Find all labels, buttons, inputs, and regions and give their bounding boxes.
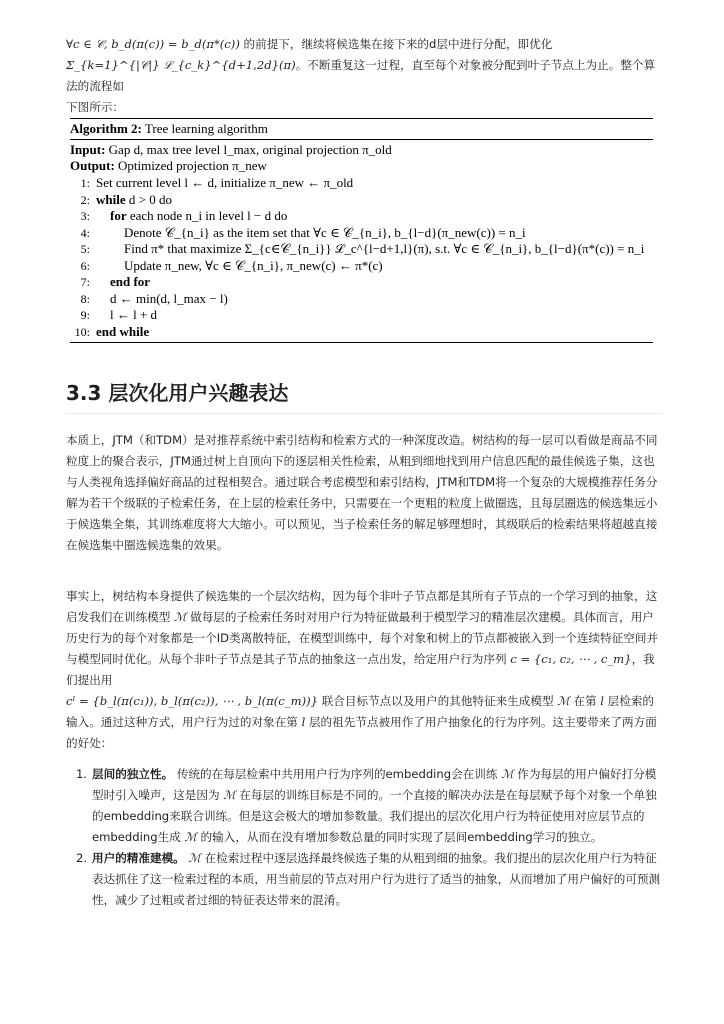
algorithm-mid-rule — [70, 139, 653, 140]
algorithm-line-text: Find π* that maximize Σ_{c∈𝒞_{n_i}} ℒ_c^{l−d+1,l}(π), s.t. ∀c ∈ 𝒞_{n_i}, b_{l−d}(π*(c)) = n_i — [124, 241, 645, 256]
algorithm-line-text: Set current level l ← d, initialize π_new ← π_old — [96, 175, 354, 190]
model-symbol: ℳ — [557, 694, 570, 708]
list-item-title: 层间的独立性。 — [92, 767, 174, 781]
algorithm-line-text: d ← min(d, l_max − l) — [110, 290, 228, 306]
algorithm-line-text: Update π_new, ∀c ∈ 𝒞_{n_i}, π_new(c) ← π*(c) — [124, 257, 383, 273]
list-item-number: 1. — [76, 767, 88, 781]
algorithm-line — [70, 274, 653, 290]
algorithm-line-body — [96, 324, 149, 339]
algorithm-top-rule — [70, 118, 653, 119]
algorithm-keyword: end for — [110, 274, 151, 289]
algorithm-line-number: 6: — [80, 258, 90, 273]
algorithm-line — [70, 175, 653, 191]
algorithm-line — [70, 291, 653, 307]
list-item-text: 传统的在每层检索中共用用户行为序列的embedding会在训练 — [173, 767, 502, 781]
algorithm-line-number: 5: — [80, 242, 90, 256]
layered-sequence-math: cˡ = {b_l(π(c₁)), b_l(π(c₂)), ⋯ , b_l(π(c_m))} — [66, 694, 319, 708]
algorithm-line-number: 1: — [80, 176, 90, 190]
algorithm-line-body — [96, 241, 644, 256]
algorithm-line-number: 8: — [80, 291, 90, 306]
intro-math-sum: Σ_{k=1}^{|𝒞|} ℒ_{c_k}^{d+1,2d}(π) — [66, 58, 296, 72]
algorithm-title-label: Algorithm 2: — [70, 121, 142, 136]
para2-text-4: 联合目标节点以及用户的其他特征来生成模型 — [318, 694, 558, 708]
body-paragraph-1: 本质上，JTM（和TDM）是对推荐系统中索引结构和检索方式的一种深度改造。树结构的每一层可以看做是商品不同粒度上的聚合表示，JTM通过树上自顶向下的逐层相关性检索，从粗到细地找到用户信息匹配的最佳候选子集，这也与人类视角选择偏好商品的过程相契合。通过联合考虑模型和索引结构，JTM和TDM将一个复杂的大规模推荐任务分解为若干个级联的子检索任务，在上层的检索任务中，只需要在一个更粗的粒度上做圈选，且每层圈选的候选集远小于候选集全集，其训练难度将大大缩小。可以预见，当子检索任务的解足够理想时，其级联后的检索结果将超越直接在候选集中圈选候选集的效果。 — [66, 433, 658, 552]
para2-text-5: 在第 — [569, 694, 601, 708]
list-item-text: 在每层的训练目标是不同的。一个直接的解决办法是在每层赋予每个对象一个单独的embedding来联合训练。但是这会极大的增加参数量。我们提出的层次化用户行为特征使用对应层节点的embedding生成 — [92, 788, 657, 844]
algorithm-line — [70, 241, 653, 257]
algorithm-title-text: Tree learning algorithm — [141, 121, 268, 136]
intro-text-2: 。不断重复这一过程，直至每个对象被分配到叶子节点上为止。整个算法的流程如 — [66, 58, 656, 93]
behavior-sequence-math: c = {c₁, c₂, ⋯ , c_m} — [510, 652, 632, 666]
algorithm-line-text: d > 0 do — [125, 191, 172, 207]
algorithm-line-number: 4: — [80, 225, 90, 240]
algorithm-line-body — [96, 274, 150, 289]
level-symbol: l — [301, 715, 306, 729]
algorithm-keyword: for — [110, 208, 127, 223]
algorithm-line-body — [96, 192, 172, 207]
algorithm-line-body — [96, 307, 157, 322]
algorithm-line — [70, 192, 653, 208]
algorithm-line-body — [96, 208, 287, 223]
heading-divider — [66, 413, 662, 414]
algorithm-line-number: 3: — [80, 209, 90, 223]
list-item — [66, 764, 662, 848]
intro-text-3: 下图所示： — [66, 100, 124, 114]
algorithm-keyword: while — [96, 191, 126, 207]
algorithm-bottom-rule — [70, 342, 653, 343]
para2-text-7: 层的祖先节点被用作了用户抽象化的行为序列。这主要带来了两方面的好处： — [66, 715, 657, 750]
para2-text-6: 层检索的输入。通过这种方式，用户行为过的对象在第 — [66, 694, 655, 729]
list-item-text: 的输入，从而在没有增加参数总量的同时实现了层间embedding学习的独立。 — [196, 830, 603, 844]
intro-text-1: 的前提下，继续将候选集在接下来的d层中进行分配，即优化 — [239, 37, 553, 51]
algorithm-line-number: 10: — [74, 324, 90, 339]
algorithm-keyword: end while — [96, 323, 150, 339]
algorithm-output-text: Optimized projection π_new — [114, 158, 267, 173]
algorithm-line — [70, 225, 653, 241]
algorithm-output-label: Output: — [70, 158, 115, 173]
algorithm-line-number: 7: — [80, 275, 90, 289]
algorithm-line — [70, 258, 653, 274]
algorithm-line-number: 2: — [80, 192, 90, 207]
para2-text-1: 事实上，树结构本身提供了候选集的一个层次结构，因为每个非叶子节点都是其所有子节点的一个学习到的抽象，这启发我们在训练模型 — [66, 589, 658, 624]
algorithm-line-body — [96, 225, 526, 240]
algorithm-line — [70, 324, 653, 340]
model-symbol: ℳ — [174, 610, 187, 624]
algorithm-line-text: Denote 𝒞_{n_i} as the item set that ∀c ∈ 𝒞_{n_i}, b_{l−d}(π_new(c)) = n_i — [124, 224, 526, 240]
algorithm-line-body — [96, 291, 228, 306]
model-symbol: ℳ — [223, 788, 236, 802]
benefits-list — [66, 764, 662, 911]
algorithm-input-text: Gap d, max tree level l_max, original projection π_old — [105, 142, 392, 157]
algorithm-input — [70, 142, 653, 158]
model-symbol: ℳ — [184, 830, 197, 844]
algorithm-box — [70, 118, 653, 344]
para2-text-3: ，我们提出用 — [66, 652, 655, 687]
model-symbol: ℳ — [188, 851, 201, 865]
body-paragraph-2 — [66, 586, 662, 754]
section-heading: 3.3 层次化用户兴趣表达 — [66, 381, 289, 405]
algorithm-line — [70, 307, 653, 323]
algorithm-title — [70, 121, 653, 137]
algorithm-line-number: 9: — [80, 308, 90, 322]
intro-paragraph — [66, 34, 662, 118]
list-item — [66, 848, 662, 911]
algorithm-line-text: each node n_i in level l − d do — [126, 208, 288, 223]
model-symbol: ℳ — [501, 767, 514, 781]
algorithm-line-text: l ← l + d — [110, 307, 158, 322]
list-item-number: 2. — [76, 851, 88, 865]
algorithm-line-body — [96, 175, 353, 190]
algorithm-line — [70, 208, 653, 224]
list-item-text: 作为每层的用户偏好打分模型时引入噪声，这是因为 — [92, 767, 657, 802]
para2-text-2: 做每层的子检索任务时对用户行为特征做最利于模型学习的精准层次建模。具体而言，用户历史行为的每个对象都是一个ID类离散特征，在模型训练中，每个对象和树上的节点都被嵌入到一个连续特征空间并与模型同时优化。从每个非叶子节点是其子节点的抽象这一点出发，给定用户行为序列 — [66, 610, 659, 666]
algorithm-line-body — [96, 258, 383, 273]
list-item-title: 用户的精准建模。 — [92, 851, 185, 865]
list-item-text: 在检索过程中逐层选择最终候选子集的从粗到细的抽象。我们提出的层次化用户行为特征表达抓住了这一检索过程的本质，用当前层的节点对用户行为进行了适当的抽象，从而增加了用户偏好的可预测性，减少了过粗或者过细的特征表达带来的混淆。 — [92, 851, 661, 907]
intro-math-condition: ∀c ∈ 𝒞, b_d(π(c)) = b_d(π*(c)) — [66, 37, 240, 51]
algorithm-input-label: Input: — [70, 142, 106, 157]
level-symbol: l — [600, 694, 604, 708]
algorithm-output — [70, 158, 653, 174]
